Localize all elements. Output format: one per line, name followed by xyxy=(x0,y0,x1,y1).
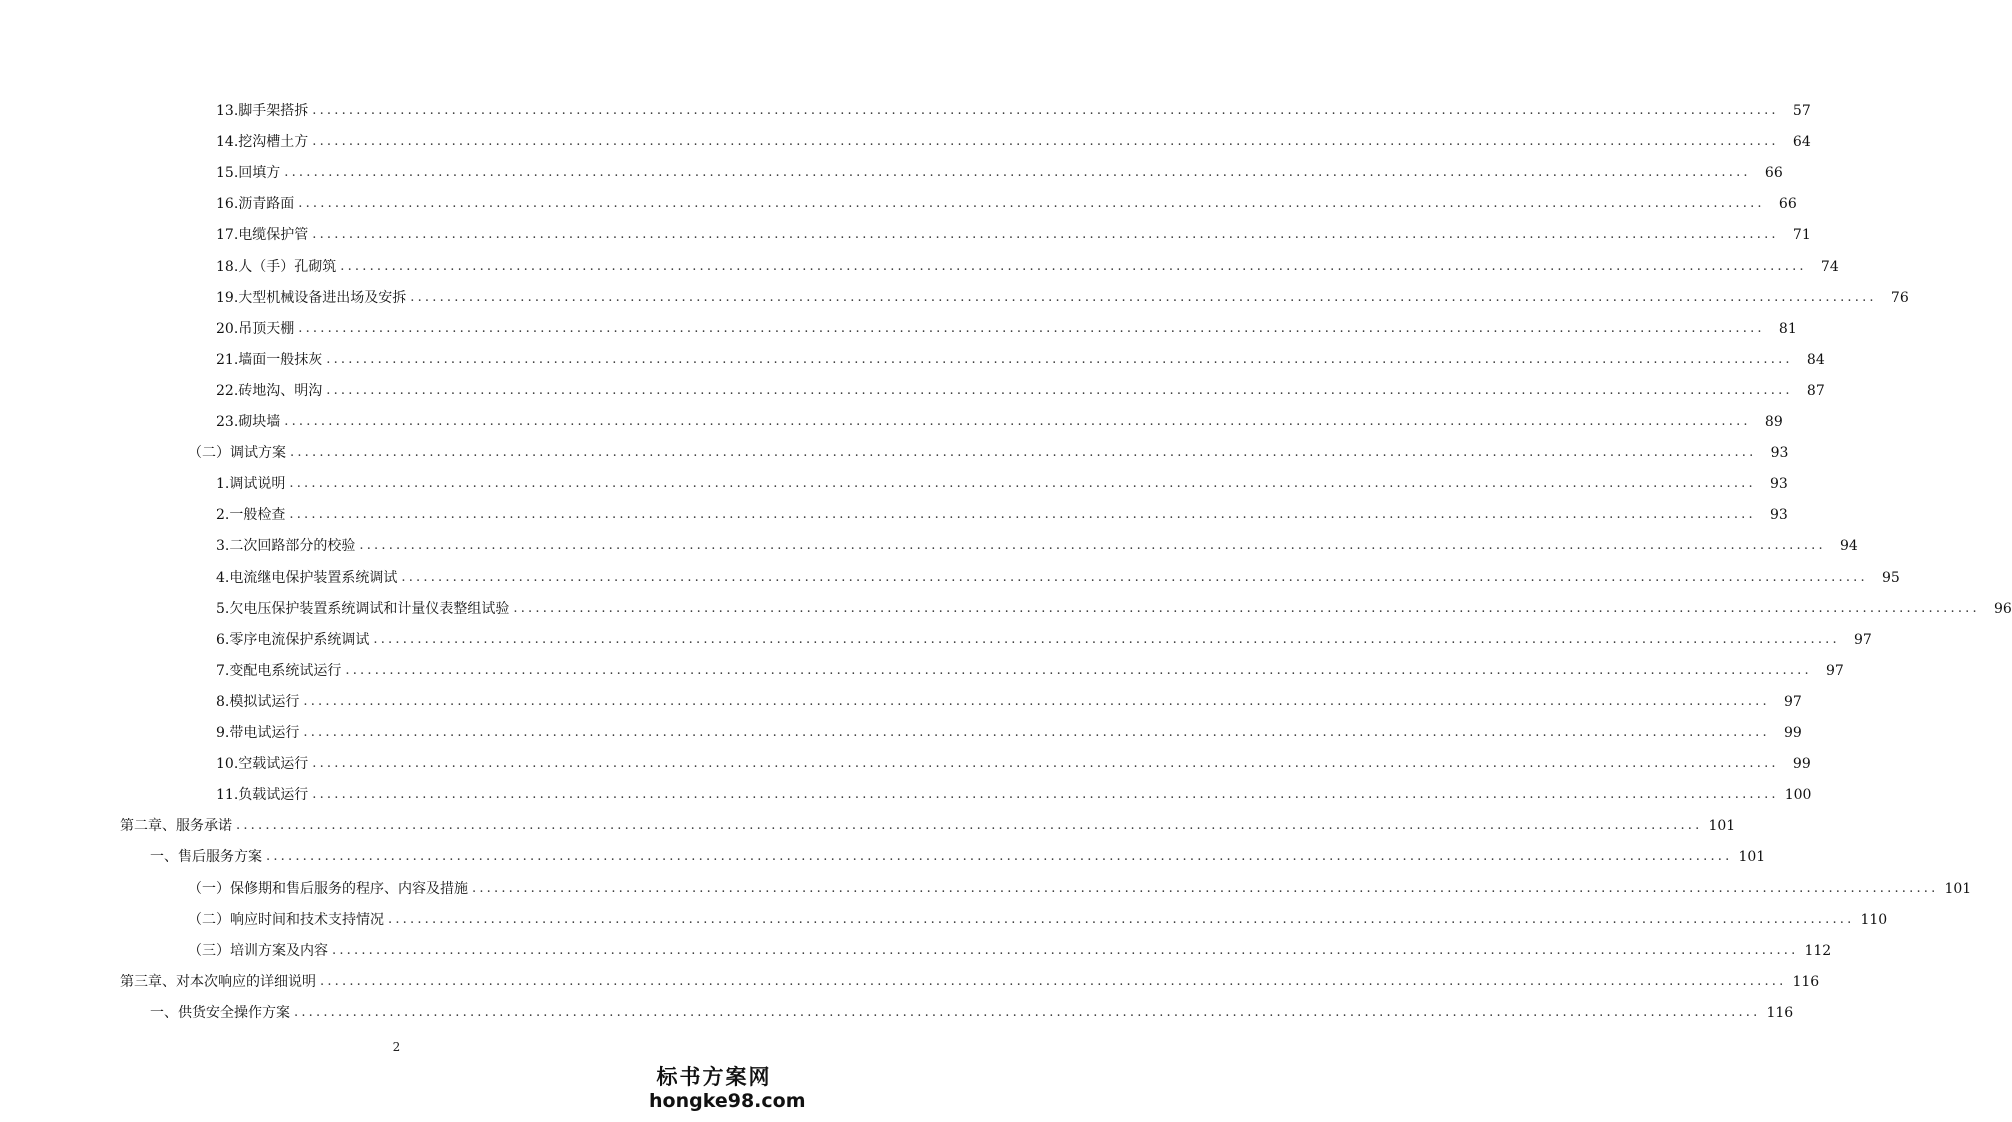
toc-entry-label: 23.砌块墙 xyxy=(216,414,281,430)
toc-entry-page: 89 xyxy=(1764,414,1783,430)
watermark-logo xyxy=(649,1064,806,1112)
toc-entry[interactable] xyxy=(216,407,1783,431)
toc-entry-label: 7.变配电系统试运行 xyxy=(216,663,342,679)
toc-entry-page: 96 xyxy=(1994,601,2012,617)
toc-leader-dots: ........................................................................................................................................................................................................ xyxy=(303,725,1770,740)
toc-entry-label: 17.电缆保护管 xyxy=(216,227,309,243)
page-number: 2 xyxy=(392,1040,401,1054)
toc-entry-page: 101 xyxy=(1708,818,1736,834)
toc-entry[interactable] xyxy=(216,345,1825,369)
toc-entry[interactable] xyxy=(216,531,1858,555)
toc-entry-label: 6.零序电流保护系统调试 xyxy=(216,632,370,648)
toc-leader-dots: ........................................................................................................................................................................................................ xyxy=(401,570,1868,585)
toc-entry[interactable] xyxy=(216,625,1872,649)
toc-entry-label: 第三章、对本次响应的详细说明 xyxy=(120,974,316,990)
toc-entry-label: 8.模拟试运行 xyxy=(216,694,300,710)
toc-leader-dots: ........................................................................................................................................................................................................ xyxy=(312,134,1779,149)
toc-leader-dots: ........................................................................................................................................................................................................ xyxy=(312,756,1779,771)
toc-entry[interactable] xyxy=(216,96,1811,120)
toc-entry[interactable] xyxy=(216,158,1783,182)
toc-leader-dots: ........................................................................................................................................................................................................ xyxy=(345,663,1812,678)
toc-entry-page: 101 xyxy=(1944,881,1972,897)
toc-entry-label: 11.负载试运行 xyxy=(216,787,309,803)
watermark-title: 标书方案网 xyxy=(656,1065,772,1089)
toc-entry-label: 4.电流继电保护装置系统调试 xyxy=(216,570,398,586)
toc-entry-label: 14.挖沟槽土方 xyxy=(216,134,309,150)
toc-leader-dots: ........................................................................................................................................................................................................ xyxy=(312,227,1779,242)
toc-entry-label: 5.欠电压保护装置系统调试和计量仪表整组试验 xyxy=(216,601,510,617)
toc-leader-dots: ........................................................................................................................................................................................................ xyxy=(290,445,1757,460)
toc-entry[interactable] xyxy=(216,252,1839,276)
toc-leader-dots: ........................................................................................................................................................................................................ xyxy=(294,1005,1761,1020)
toc-entry-page: 93 xyxy=(1770,445,1789,461)
toc-entry-label: 第二章、服务承诺 xyxy=(120,818,232,834)
toc-leader-dots: ........................................................................................................................................................................................................ xyxy=(298,321,1765,336)
toc-entry-label: 21.墙面一般抹灰 xyxy=(216,352,323,368)
toc-entry-label: 15.回填方 xyxy=(216,165,281,181)
toc-entry-page: 94 xyxy=(1840,538,1858,554)
toc-entry-page: 74 xyxy=(1820,259,1839,275)
toc-entry[interactable] xyxy=(216,500,1788,524)
toc-entry[interactable] xyxy=(216,314,1797,338)
toc-entry[interactable] xyxy=(150,998,1794,1022)
toc-entry-label: 19.大型机械设备进出场及安拆 xyxy=(216,290,407,306)
toc-entry[interactable] xyxy=(216,594,2012,618)
toc-leader-dots: ........................................................................................................................................................................................................ xyxy=(289,476,1756,491)
toc-entry-page: 71 xyxy=(1792,227,1811,243)
toc-entry[interactable] xyxy=(216,563,1900,587)
toc-leader-dots: ........................................................................................................................................................................................................ xyxy=(326,352,1793,367)
toc-entry-page: 116 xyxy=(1792,974,1820,990)
toc-leader-dots: ........................................................................................................................................................................................................ xyxy=(373,632,1840,647)
toc-leader-dots: ........................................................................................................................................................................................................ xyxy=(388,912,1855,927)
toc-entry-page: 81 xyxy=(1778,321,1797,337)
toc-entry[interactable] xyxy=(188,936,1832,960)
toc-leader-dots: ........................................................................................................................................................................................................ xyxy=(359,538,1826,553)
toc-entry-page: 66 xyxy=(1764,165,1783,181)
toc-entry-label: （一）保修期和售后服务的程序、内容及措施 xyxy=(188,881,468,897)
toc-entry-label: 1.调试说明 xyxy=(216,476,286,492)
toc-entry-label: （三）培训方案及内容 xyxy=(188,943,328,959)
toc-leader-dots: ........................................................................................................................................................................................................ xyxy=(340,259,1807,274)
toc-entry-page: 101 xyxy=(1738,849,1766,865)
toc-entry-label: 18.人（手）孔砌筑 xyxy=(216,259,337,275)
toc-leader-dots: ........................................................................................................................................................................................................ xyxy=(332,943,1799,958)
toc-entry[interactable] xyxy=(216,376,1825,400)
toc-leader-dots: ........................................................................................................................................................................................................ xyxy=(312,787,1779,802)
toc-leader-dots: ........................................................................................................................................................................................................ xyxy=(303,694,1770,709)
toc-entry-page: 99 xyxy=(1792,756,1811,772)
toc-entry-label: 9.带电试运行 xyxy=(216,725,300,741)
toc-entry[interactable] xyxy=(216,220,1811,244)
toc-entry-page: 64 xyxy=(1792,134,1811,150)
toc-leader-dots: ........................................................................................................................................................................................................ xyxy=(326,383,1793,398)
toc-entry-page: 110 xyxy=(1860,912,1888,928)
toc-entry-page: 95 xyxy=(1882,570,1900,586)
toc-leader-dots: ........................................................................................................................................................................................................ xyxy=(410,290,1877,305)
toc-entry-page: 84 xyxy=(1806,352,1825,368)
toc-leader-dots: ........................................................................................................................................................................................................ xyxy=(298,196,1765,211)
toc-entry-label: 16.沥青路面 xyxy=(216,196,295,212)
toc-entry[interactable] xyxy=(216,283,1909,307)
toc-entry-page: 93 xyxy=(1770,507,1788,523)
toc-entry-page: 97 xyxy=(1854,632,1872,648)
toc-entry-label: 2.一般检查 xyxy=(216,507,286,523)
toc-entry-label: （二）调试方案 xyxy=(188,445,286,461)
toc-entry-label: 一、供货安全操作方案 xyxy=(150,1005,290,1021)
toc-entry-label: 10.空载试运行 xyxy=(216,756,309,772)
toc-leader-dots: ........................................................................................................................................................................................................ xyxy=(472,881,1939,896)
toc-entry[interactable] xyxy=(216,189,1797,213)
toc-leader-dots: ........................................................................................................................................................................................................ xyxy=(236,818,1703,833)
toc-entry-label: 3.二次回路部分的校验 xyxy=(216,538,356,554)
toc-entry[interactable] xyxy=(216,656,1844,680)
toc-entry-page: 116 xyxy=(1766,1005,1794,1021)
toc-entry-page: 93 xyxy=(1770,476,1788,492)
toc-entry[interactable] xyxy=(216,687,1802,711)
toc-entry[interactable] xyxy=(216,127,1811,151)
toc-leader-dots: ........................................................................................................................................................................................................ xyxy=(312,103,1779,118)
toc-leader-dots: ........................................................................................................................................................................................................ xyxy=(284,165,1751,180)
toc-entry[interactable] xyxy=(188,438,1789,462)
toc-entry[interactable] xyxy=(120,811,1736,835)
toc-entry[interactable] xyxy=(216,749,1811,773)
toc-entry[interactable] xyxy=(216,780,1812,804)
toc-entry-page: 100 xyxy=(1784,787,1812,803)
toc-entry-label: 22.砖地沟、明沟 xyxy=(216,383,323,399)
toc-entry-label: （二）响应时间和技术支持情况 xyxy=(188,912,384,928)
toc-entry[interactable] xyxy=(150,842,1766,866)
toc-entry-page: 57 xyxy=(1792,103,1811,119)
toc-entry[interactable] xyxy=(188,874,1972,898)
toc-leader-dots: ........................................................................................................................................................................................................ xyxy=(284,414,1751,429)
toc-entry-page: 66 xyxy=(1778,196,1797,212)
toc-entry[interactable] xyxy=(188,905,1888,929)
toc-entry-page: 97 xyxy=(1784,694,1802,710)
toc-entry-label: 20.吊顶天棚 xyxy=(216,321,295,337)
toc-leader-dots: ........................................................................................................................................................................................................ xyxy=(289,507,1756,522)
toc-entry[interactable] xyxy=(216,718,1802,742)
watermark-url: hongke98.com xyxy=(649,1090,806,1112)
toc-leader-dots: ........................................................................................................................................................................................................ xyxy=(320,974,1787,989)
toc-entry-page: 99 xyxy=(1784,725,1802,741)
toc-entry-page: 112 xyxy=(1804,943,1832,959)
toc-entry-page: 76 xyxy=(1890,290,1909,306)
toc-leader-dots: ........................................................................................................................................................................................................ xyxy=(266,849,1733,864)
toc-entry-page: 87 xyxy=(1806,383,1825,399)
toc-entry-label: 13.脚手架搭拆 xyxy=(216,103,309,119)
toc-entry-label: 一、售后服务方案 xyxy=(150,849,262,865)
toc-entry[interactable] xyxy=(120,967,1820,991)
toc-leader-dots: ........................................................................................................................................................................................................ xyxy=(513,601,1980,616)
toc-entry-page: 97 xyxy=(1826,663,1844,679)
toc-entry[interactable] xyxy=(216,469,1788,493)
